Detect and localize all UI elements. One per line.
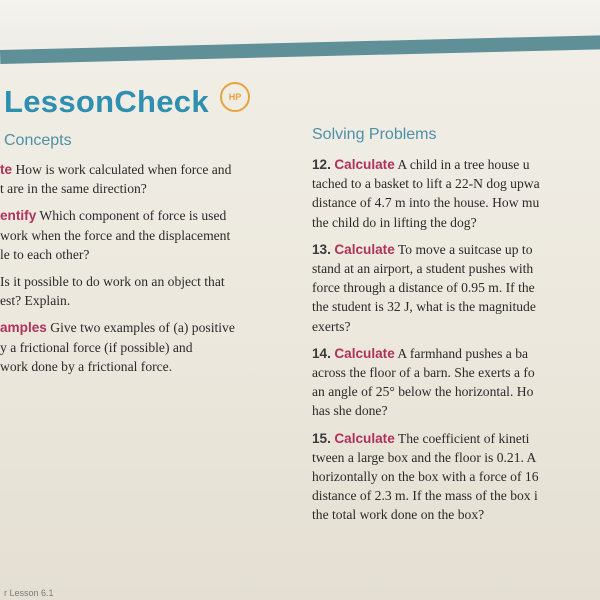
problem-keyword: Calculate [334,157,395,172]
lesson-check-title: LessonCheck [4,84,209,119]
concept-text: y a frictional force (if possible) and [0,339,193,355]
problem-line: an angle of 25° below the horizontal. Ho [312,384,534,400]
concepts-line [0,206,235,225]
problem-text: To move a suitcase up to [394,241,533,257]
concepts-line [0,245,235,264]
problems-column [312,155,540,525]
problem-line: the student is 32 J, what is the magnitude [312,299,536,315]
concepts-column [0,160,235,376]
problem-line: tween a large box and the floor is 0.21. A [312,449,537,465]
hp-badge-label: HP [228,92,242,102]
problem-number: 14. [312,345,331,361]
problem-line: has she done? [312,403,388,419]
problem-line: horizontally on the box with a force of 16 [312,469,539,485]
concepts-line [0,291,235,310]
problem-text: A child in a tree house u [394,157,530,172]
concept-text: est? Explain. [0,293,71,309]
concept-keyword: entify [0,208,37,224]
concept-keyword: amples [0,320,47,336]
concept-text: How is work calculated when force and [12,162,232,177]
concepts-line [0,226,235,245]
concept-text: work done by a frictional force. [0,358,173,374]
concept-text: Which component of force is used [36,208,227,224]
solving-problems-heading: Solving Problems [312,126,437,143]
concept-text: Is it possible to do work on an object that [0,274,225,290]
problem-text: The coefficient of kineti [394,430,530,446]
concepts-line [0,160,235,179]
concepts-line [0,318,235,337]
concepts-line [0,272,235,291]
concepts-heading: Concepts [4,132,72,149]
problem-keyword: Calculate [334,430,395,446]
problem-line: exerts? [312,318,351,334]
concepts-line [0,179,235,198]
concept-text: t are in the same direction? [0,181,147,197]
problem-line: the total work done on the box? [312,507,485,523]
problem-line: distance of 4.7 m into the house. How mu [312,195,540,211]
problem-line: the child do in lifting the dog? [312,214,477,230]
problem-14 [312,344,540,363]
problem-15 [312,429,540,448]
problem-number: 13. [312,241,331,257]
problem-number: 15. [312,430,331,446]
problem-line: force through a distance of 0.95 m. If the [312,280,535,296]
problem-text: A farmhand pushes a ba [394,345,529,361]
problem-13 [312,240,540,259]
concepts-line [0,338,235,357]
concept-keyword: te [0,162,13,177]
problem-line: distance of 2.3 m. If the mass of the box i [312,488,538,504]
hp-badge-icon [220,82,250,112]
problem-number: 12. [312,157,331,172]
concept-text: work when the force and the displacement [0,227,231,243]
problem-line: stand at an airport, a student pushes with [312,261,534,277]
page-footer: r Lesson 6.1 [4,588,54,598]
problem-line: tached to a basket to lift a 22-N dog upwa [312,176,540,192]
problem-line: across the floor of a barn. She exerts a fo [312,365,535,381]
concept-text: le to each other? [0,246,90,262]
concept-text: Give two examples of (a) positive [46,320,235,336]
concepts-line [0,357,235,376]
problem-keyword: Calculate [334,345,395,361]
problem-12 [312,155,540,174]
problem-keyword: Calculate [334,241,395,257]
